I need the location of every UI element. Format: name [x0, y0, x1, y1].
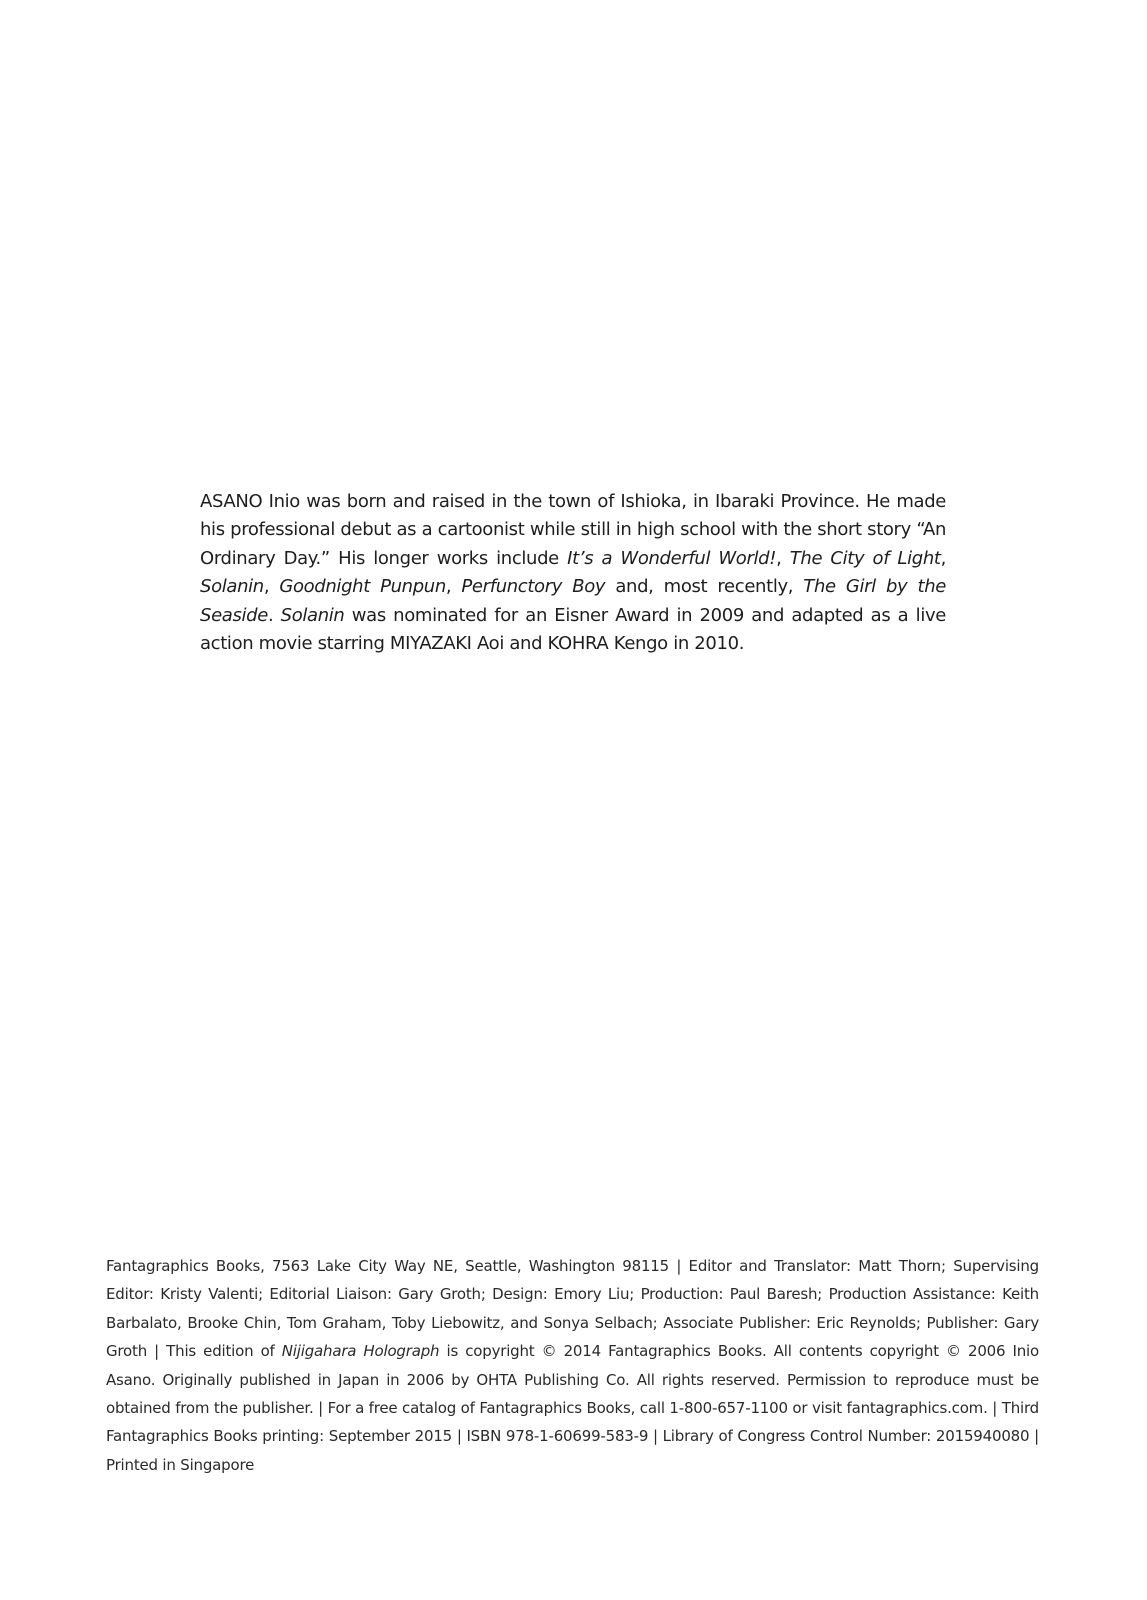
bio-title-girl-by-the-seaside: The Girl by the Seaside [200, 576, 946, 626]
colophon-title-nijigahara-holograph: Nijigahara Holograph [281, 1342, 440, 1361]
bio-text: and, most recently, [605, 576, 804, 598]
bio-text: , [445, 576, 462, 598]
bio-text: ASANO Inio was born and raised in the town of Ishioka, in Ibaraki Province. He made his professional debut as a cartoonist while still in high school with the short story “An Ordinary Day.” His longer works include [200, 491, 946, 569]
bio-text: was nominated for an Eisner Award in 2009 and adapted as a live action movie starring MIYAZAKI Aoi and KOHRA Kengo in 2010. [200, 604, 946, 655]
bio-title-solanin: Solanin [200, 576, 264, 598]
bio-title-goodnight-punpun: Goodnight Punpun [279, 576, 446, 598]
bio-text: , [940, 547, 946, 569]
author-bio [200, 488, 946, 658]
bio-text: . [267, 604, 281, 626]
bio-text: , [263, 576, 280, 598]
bio-title-perfunctory-boy: Perfunctory Boy [461, 576, 606, 598]
bio-text: , [776, 547, 790, 569]
colophon [106, 1252, 1039, 1479]
bio-title-city-of-light: The City of Light [789, 547, 941, 569]
colophon-text: is copyright © 2014 Fantagraphics Books. All contents copyright © 2006 Inio Asano. Originally published in Japan in 2006 by OHTA Publishing Co. All rights reserved. Permission to reproduce must be obtained from the publisher. | For a free catalog of Fantagraphics Books, call 1-800-657-1100 or visit fantagraphics.com. | Third Fantagraphics Books printing: September 2015 | ISBN 978-1-60699-583-9 | Library of Congress Control Number: 2015940080 | Printed in Singapore [106, 1342, 1039, 1474]
colophon-text: Fantagraphics Books, 7563 Lake City Way NE, Seattle, Washington 98115 | Editor and Translator: Matt Thorn; Supervising Editor: Kristy Valenti; Editorial Liaison: Gary Groth; Design: Emory Liu; Production: Paul Baresh; Production Assistance: Keith Barbalato, Brooke Chin, Tom Graham, Toby Liebowitz, and Sonya Selbach; Associate Publisher: Eric Reynolds; Publisher: Gary Groth | This edition of [106, 1257, 1039, 1361]
bio-title-solanin-2: Solanin [280, 604, 345, 626]
bio-title-its-a-wonderful-world: It’s a Wonderful World! [567, 547, 777, 569]
